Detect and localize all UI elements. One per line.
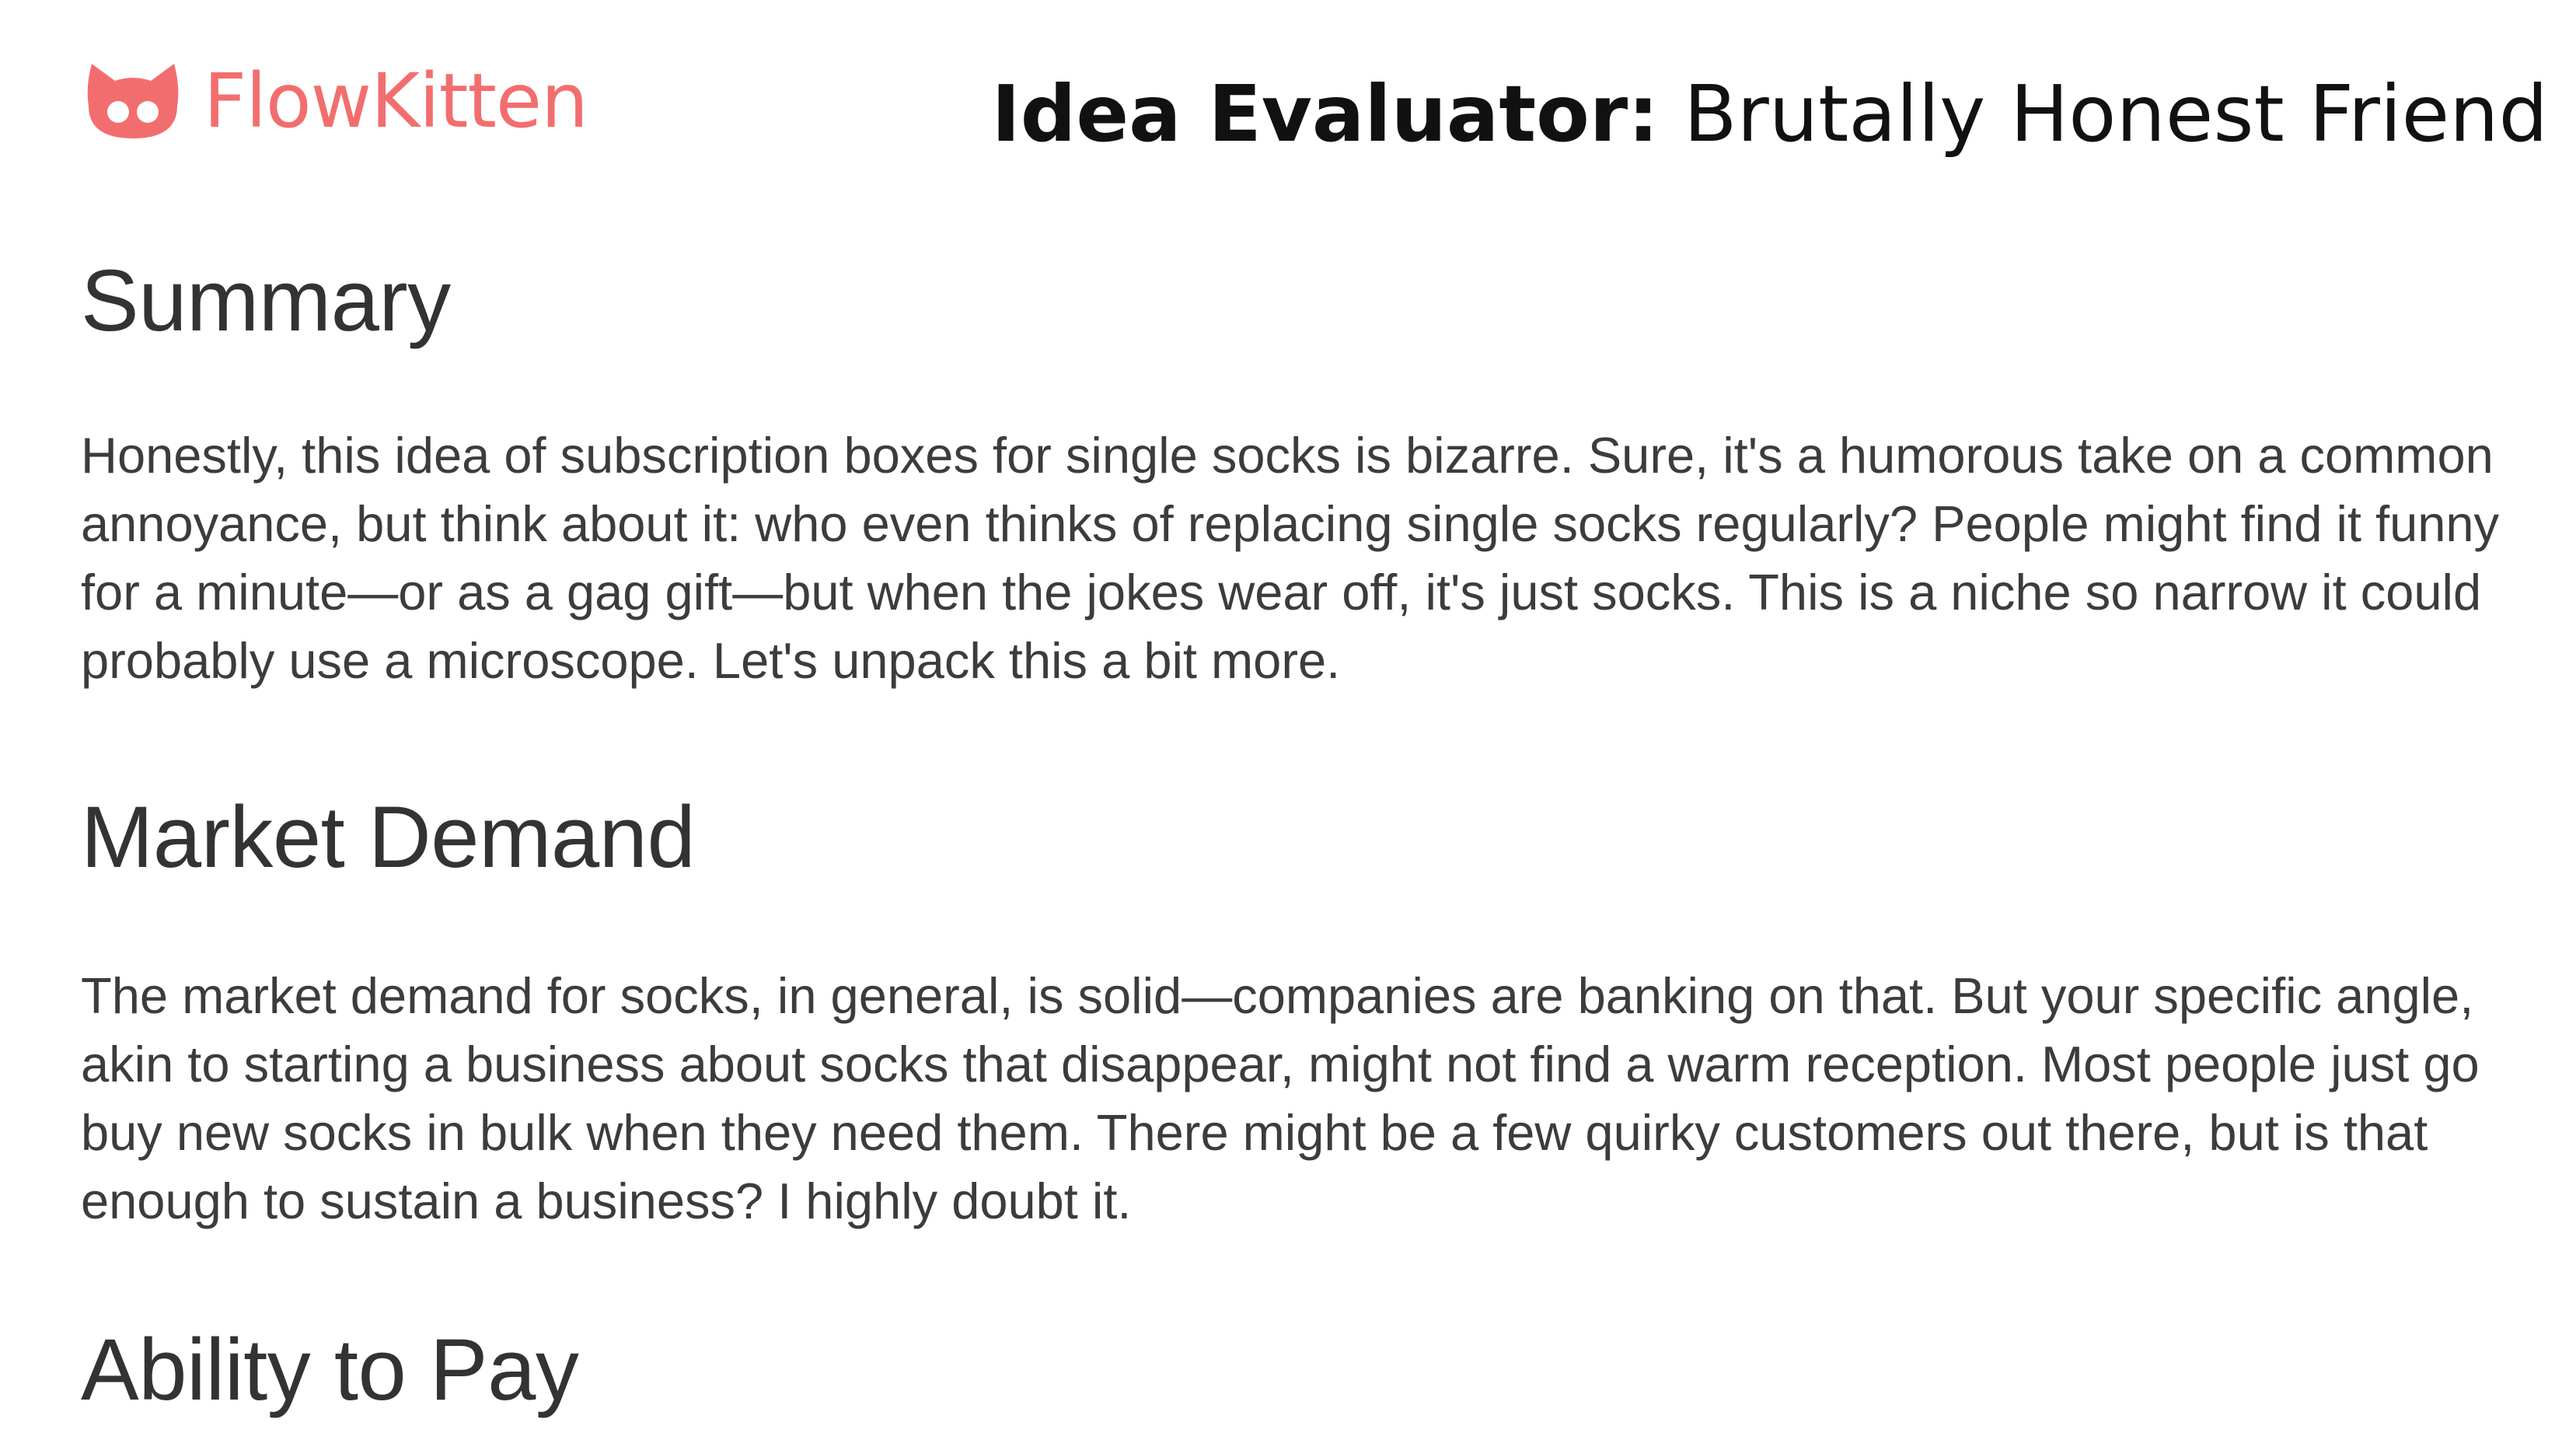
section-market-demand [81, 785, 2560, 1235]
brand-name: FlowKitten [204, 58, 588, 145]
section-title-ability-to-pay: Ability to Pay [81, 1320, 579, 1418]
section-title-market-demand: Market Demand [81, 788, 696, 886]
cat-face-icon [86, 61, 180, 142]
section-body-summary: Honestly, this idea of subscription boxes for single socks is bizarre. Sure, it's a humorous take on a common annoyance, but think about it: who even thinks of replacing single socks regularly? People might find it funny for a minute—or as a gag gift—but when the jokes wear off, it's just socks. This is a niche so narrow it could probably use a microscope. Let's unpack this a bit more. [81, 427, 2500, 690]
page-title [991, 68, 2548, 159]
section-ability-to-pay [81, 1318, 2560, 1422]
evaluation-content [81, 249, 2560, 1422]
page-title-bold: Idea Evaluator: [991, 68, 1660, 159]
brand[interactable] [86, 58, 588, 145]
page-header [0, 0, 2576, 187]
section-title-summary: Summary [81, 252, 451, 349]
section-summary [81, 249, 2560, 695]
page-title-light: Brutally Honest Friend [1659, 68, 2548, 159]
section-body-market-demand: The market demand for socks, in general, is solid—companies are banking on that. But your specific angle, akin to starting a business about socks that disappear, might not find a warm reception. Most people just go buy new socks in bulk when they need them. There might be a few quirky customers out there, but is that enough to sustain a business? I highly doubt it. [81, 966, 2480, 1229]
